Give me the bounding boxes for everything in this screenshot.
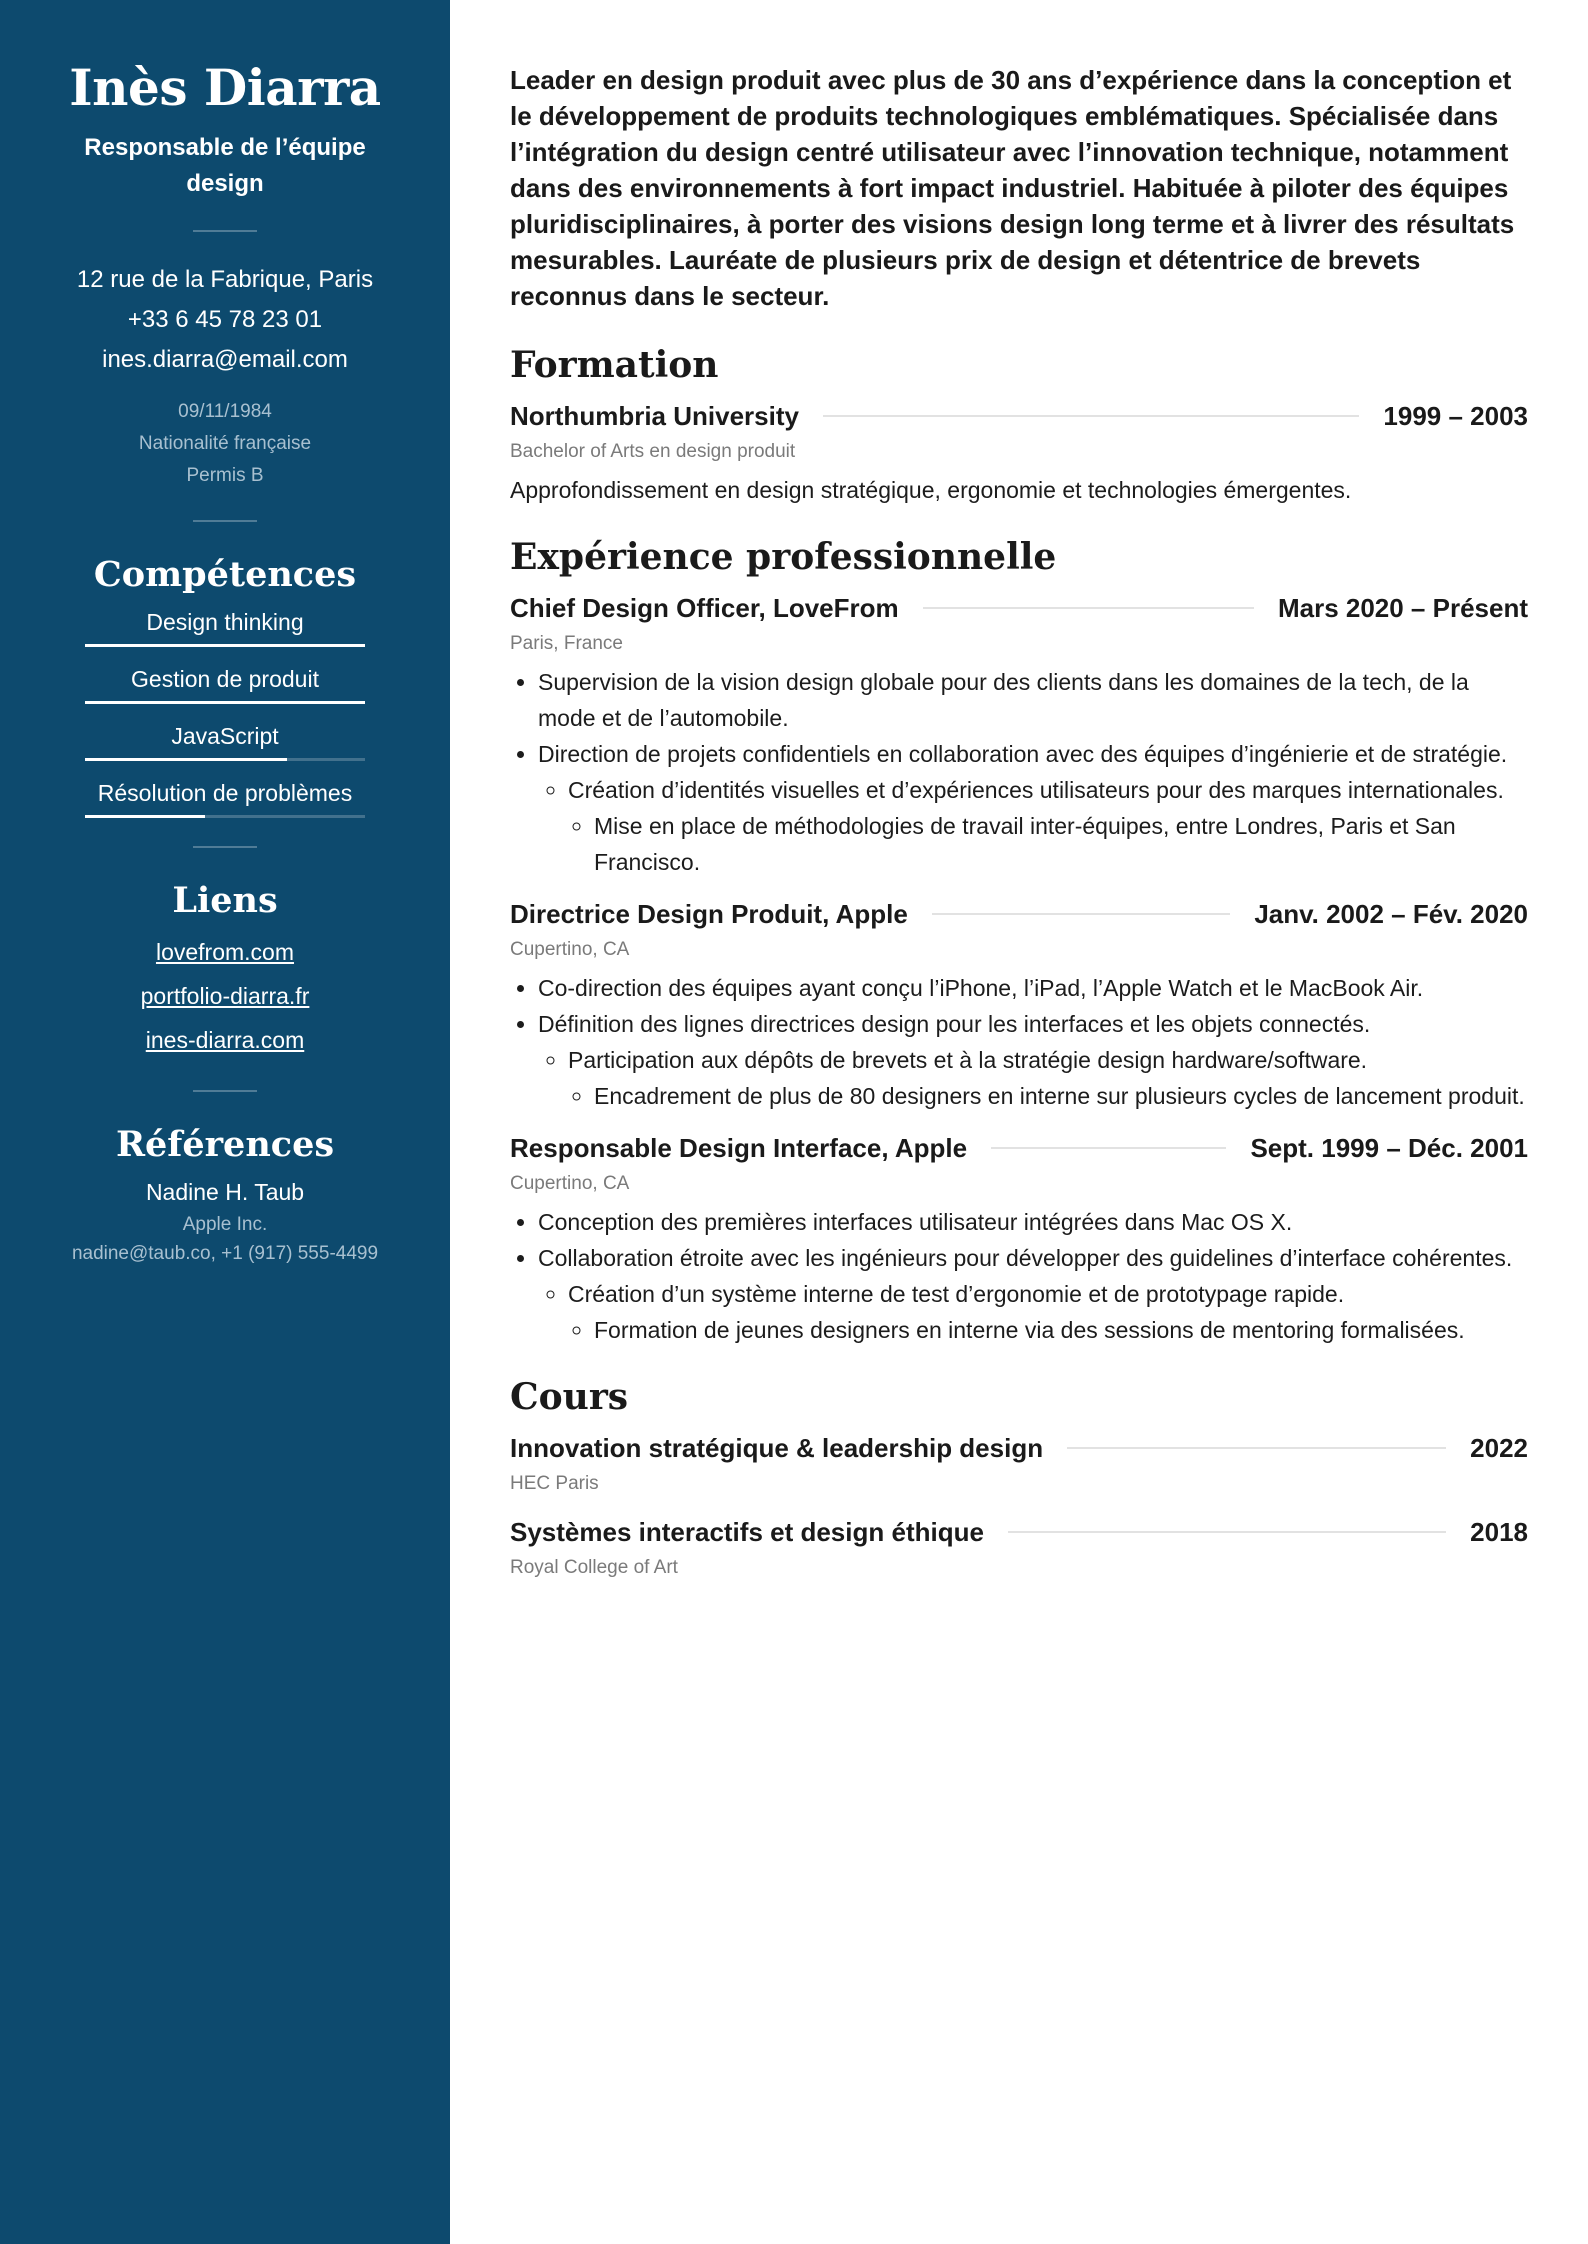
job-title: Responsable de l’équipe design [84,134,366,197]
course-title: Innovation stratégique & leadership design [510,1432,1044,1463]
contact-block [30,260,420,380]
sub-bullet: ◦ Participation aux dépôts de brevets et à la stratégie design hardware/software. [568,1042,1528,1078]
education-school: Northumbria University [510,400,799,431]
skill-item [85,604,365,647]
address: 12 rue de la Fabrique, Paris [76,266,374,293]
course-title: Systèmes interactifs et design éthique [510,1516,984,1547]
candidate-name: Inès Diarra [69,58,381,117]
reference-entry [30,1174,420,1268]
link-lovefrom[interactable]: lovefrom.com [155,939,295,965]
job-location: Paris, France [510,633,623,654]
skill-item [85,775,365,818]
skill-bar [85,815,365,818]
courses-heading: Cours [510,1376,629,1418]
experience-entry [510,1126,1528,1348]
course-school: Royal College of Art [510,1557,678,1578]
skill-bar [85,644,365,647]
entry-rule [932,913,1231,915]
divider [193,520,257,522]
references-heading: Références [115,1124,335,1165]
birthdate: 09/11/1984 [178,401,272,422]
job-dates: Janv. 2002 – Fév. 2020 [1254,898,1528,929]
email: ines.diarra@email.com [102,346,348,373]
divider [193,230,257,232]
entry-rule [1008,1531,1446,1533]
job-location: Cupertino, CA [510,939,630,960]
skill-bar-fill [85,701,365,704]
skills-list [30,604,420,818]
job-bullets [510,664,1528,772]
main-content [450,0,1588,2244]
skill-item [85,661,365,704]
course-year: 2018 [1470,1516,1528,1547]
skill-label: JavaScript [171,723,279,749]
course-entry [510,1426,1528,1498]
education-dates: 1999 – 2003 [1383,400,1528,431]
experience-heading: Expérience professionnelle [510,536,1057,578]
bullet: • Conception des premières interfaces utilisateur intégrées dans Mac OS X. [538,1204,1528,1240]
skill-bar-fill [85,758,287,761]
skill-label: Gestion de produit [131,666,319,692]
job-location: Cupertino, CA [510,1173,630,1194]
bullet: • Co-direction des équipes ayant conçu l’iPhone, l’iPad, l’Apple Watch et le MacBook Air. [538,970,1528,1006]
profile-summary: Leader en design produit avec plus de 30 ans d’expérience dans la conception et le développement de produits technologiques emblématiques. Spécialisée dans l’intégration du design centré utilisateur avec l’innovation technique, notamment dans des environnements à fort impact industriel. Habituée à piloter des équipes pluridisciplinaires, à porter des visions design long terme et à livrer des résultats mesurables. Lauréate de plusieurs prix de design et détentrice de brevets reconnus dans le secteur. [510,65,1515,311]
course-year: 2022 [1470,1432,1528,1463]
skill-label: Design thinking [146,609,304,635]
nationality: Nationalité française [138,433,312,454]
course-school: HEC Paris [510,1473,599,1494]
entry-rule [1067,1447,1446,1449]
education-description: Approfondissement en design stratégique, ergonomie et technologies émergentes. [510,477,1352,503]
reference-company: Apple Inc. [182,1214,268,1235]
phone: +33 6 45 78 23 01 [127,306,323,333]
links-list [30,930,420,1062]
job-position: Chief Design Officer, LoveFrom [510,592,899,623]
entry-rule [991,1147,1226,1149]
sub-bullet: ◦ Création d’un système interne de test d’ergonomie et de prototypage rapide. [568,1276,1528,1312]
skill-bar-fill [85,644,365,647]
reference-name: Nadine H. Taub [145,1179,305,1205]
education-entry [510,394,1528,508]
skill-bar [85,758,365,761]
skill-item [85,718,365,761]
job-bullets [510,1204,1528,1276]
divider [193,846,257,848]
experience-entry [510,892,1528,1114]
sidebar [0,0,450,2244]
divider [193,1090,257,1092]
education-heading: Formation [510,344,719,386]
sub-bullet: ◦ Création d’identités visuelles et d’expériences utilisateurs pour des marques internationales. [568,772,1528,808]
skill-bar-fill [85,815,205,818]
job-dates: Mars 2020 – Présent [1277,592,1528,623]
reference-contact: nadine@taub.co, +1 (917) 555-4499 [71,1243,379,1264]
entry-rule [923,607,1254,609]
skills-heading: Compétences [93,554,357,595]
job-dates: Sept. 1999 – Déc. 2001 [1250,1132,1528,1163]
job-position: Directrice Design Produit, Apple [510,898,908,929]
sub-sub-bullet: ◦ Formation de jeunes designers en interne via des sessions de mentoring formalisées. [594,1312,1528,1348]
bullet: • Direction de projets confidentiels en collaboration avec des équipes d’ingénierie et de stratégie. [538,736,1528,772]
course-entry [510,1510,1528,1582]
sub-sub-bullet: ◦ Mise en place de méthodologies de travail inter-équipes, entre Londres, Paris et San Francisco. [594,808,1528,880]
bullet: • Définition des lignes directrices design pour les interfaces et les objets connectés. [538,1006,1528,1042]
job-position: Responsable Design Interface, Apple [510,1132,968,1163]
education-degree: Bachelor of Arts en design produit [510,441,796,462]
links-heading: Liens [172,880,278,921]
skill-label: Résolution de problèmes [97,780,353,806]
entry-rule [823,415,1359,417]
driving-license: Permis B [186,465,264,486]
link-personal-site[interactable]: ines-diarra.com [145,1027,305,1053]
personal-info [30,396,420,492]
sub-sub-bullet: ◦ Encadrement de plus de 80 designers en interne sur plusieurs cycles de lancement produit. [594,1078,1528,1114]
bullet: • Supervision de la vision design globale pour des clients dans les domaines de la tech, de la mode et de l’automobile. [538,664,1528,736]
experience-entry [510,586,1528,880]
skill-bar [85,701,365,704]
bullet: • Collaboration étroite avec les ingénieurs pour développer des guidelines d’interface cohérentes. [538,1240,1528,1276]
link-portfolio[interactable]: portfolio-diarra.fr [140,983,310,1009]
job-bullets [510,970,1528,1042]
